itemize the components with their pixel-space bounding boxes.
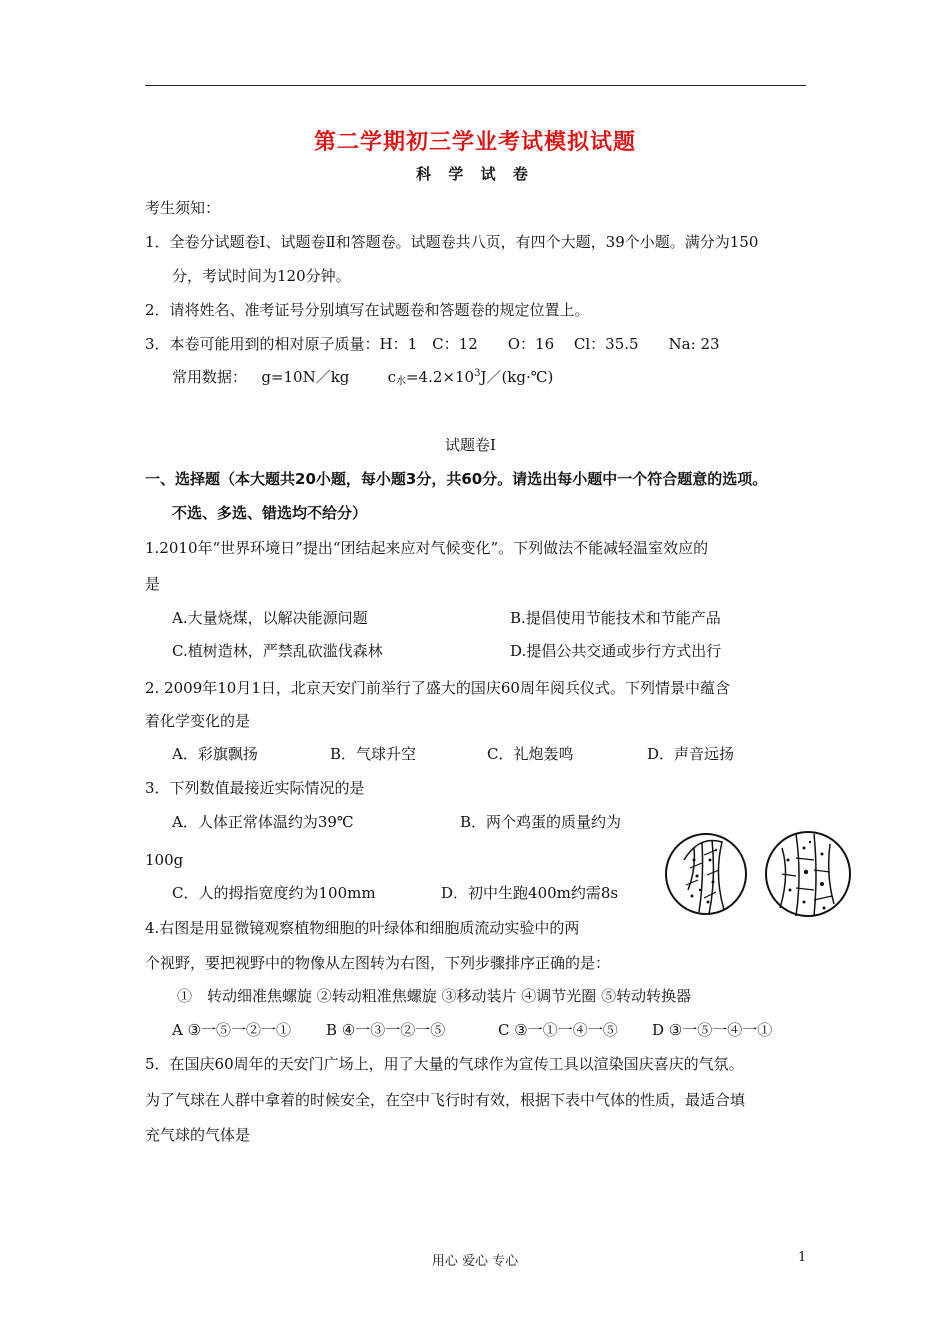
notice-item-3: 3．本卷可能用到的相对原子质量：H：1 C：12 O：16 Cl：35.5 Na: 23: [145, 335, 720, 353]
microscope-views-figure: [664, 830, 852, 918]
q2-option-d: D．声音远扬: [647, 745, 735, 763]
q1-option-d: D.提倡公共交通或步行方式出行: [510, 642, 722, 660]
notice-item-2: 2．请将姓名、准考证号分别填写在试题卷和答题卷的规定位置上。: [145, 301, 590, 319]
q1-stem-cont: 是: [145, 575, 161, 593]
q1-stem: 1.2010年“世界环境日”提出“团结起来应对气候变化”。下列做法不能减轻温室效应的: [145, 539, 709, 557]
page-number: 1: [798, 1250, 807, 1265]
q3-option-b-cont: 100g: [145, 851, 184, 869]
part1-heading: 一、选择题（本大题共20小题，每小题3分，共60分。请选出每小题中一个符合题意的选项。: [145, 470, 768, 488]
q5-line-1: 5．在国庆60周年的天安门广场上，用了大量的气球作为宣传工具以渲染国庆喜庆的气氛。: [145, 1055, 744, 1073]
q2-option-a: A．彩旗飘扬: [172, 745, 258, 763]
q2-stem: 2. 2009年10月1日，北京天安门前举行了盛大的国庆60周年阅兵仪式。下列情景中蕴含: [145, 679, 730, 697]
section-title: 试题卷Ⅰ: [445, 436, 496, 454]
left-view: [666, 834, 746, 914]
q1-option-a: A.大量烧煤，以解决能源问题: [172, 609, 368, 627]
q4-option-a: A ③一⑤一②一①: [172, 1021, 292, 1039]
q3-option-b: B．两个鸡蛋的质量约为: [460, 813, 622, 831]
q3-stem: 3．下列数值最接近实际情况的是: [145, 779, 365, 797]
exam-subtitle: 科 学 试 卷: [416, 165, 534, 183]
q5-line-3: 充气球的气体是: [145, 1126, 251, 1144]
part1-heading-cont: 不选、多选、错选均不给分）: [172, 504, 368, 522]
water-heat-value: =4.2×10: [405, 368, 475, 386]
constants-label: 常用数据：: [172, 368, 248, 386]
q4-steps: ① 转动细准焦螺旋 ②转动粗准焦螺旋 ③移动装片 ④调节光圈 ⑤转动转换器: [177, 987, 692, 1005]
q3-option-c: C．人的拇指宽度约为100mm: [172, 884, 376, 902]
q4-option-b: B ④一③一②一⑤: [326, 1021, 446, 1039]
page-footer: 用心 爱心 专心: [431, 1254, 519, 1269]
exam-title: 第二学期初三学业考试模拟试题: [313, 130, 636, 155]
q5-line-2: 为了气球在人群中拿着的时候安全，在空中飞行时有效，根据下表中气体的性质，最适合填: [145, 1091, 746, 1109]
q2-option-c: C．礼炮轰鸣: [487, 745, 574, 763]
notice-heading: 考生须知：: [145, 199, 221, 217]
q4-option-d: D ③一⑤一④一①: [652, 1021, 773, 1039]
constants-line: [172, 367, 553, 392]
water-heat-exponent: 3: [474, 368, 481, 379]
water-heat-subscript: 水: [395, 376, 406, 387]
water-heat-symbol: c: [387, 368, 396, 386]
q1-option-c: C.植树造林，严禁乱砍滥伐森林: [172, 642, 383, 660]
q4-option-c: C ③一①一④一⑤: [498, 1021, 618, 1039]
q1-option-b: B.提倡使用节能技术和节能产品: [510, 609, 721, 627]
right-view: [766, 832, 850, 916]
q2-option-b: B．气球升空: [330, 745, 417, 763]
q3-option-d: D．初中生跑400m约需8s: [441, 884, 619, 902]
q2-stem-cont: 着化学变化的是: [145, 712, 251, 730]
notice-item-1-cont: 分，考试时间为120分钟。: [172, 267, 351, 285]
q4-stem: 4.右图是用显微镜观察植物细胞的叶绿体和细胞质流动实验中的两: [145, 919, 580, 937]
q3-option-a: A．人体正常体温约为39℃: [172, 813, 354, 831]
gravity-constant: g=10N／kg: [261, 368, 350, 386]
header-rule: [145, 85, 806, 86]
q4-stem-cont: 个视野，要把视野中的物像从左图转为右图，下列步骤排序正确的是：: [145, 954, 611, 972]
water-heat-unit: J／(kg·℃): [480, 368, 554, 386]
notice-item-1: 1．全卷分试题卷Ⅰ、试题卷Ⅱ和答题卷。试题卷共八页，有四个大题，39个小题。满分为150: [145, 233, 759, 251]
